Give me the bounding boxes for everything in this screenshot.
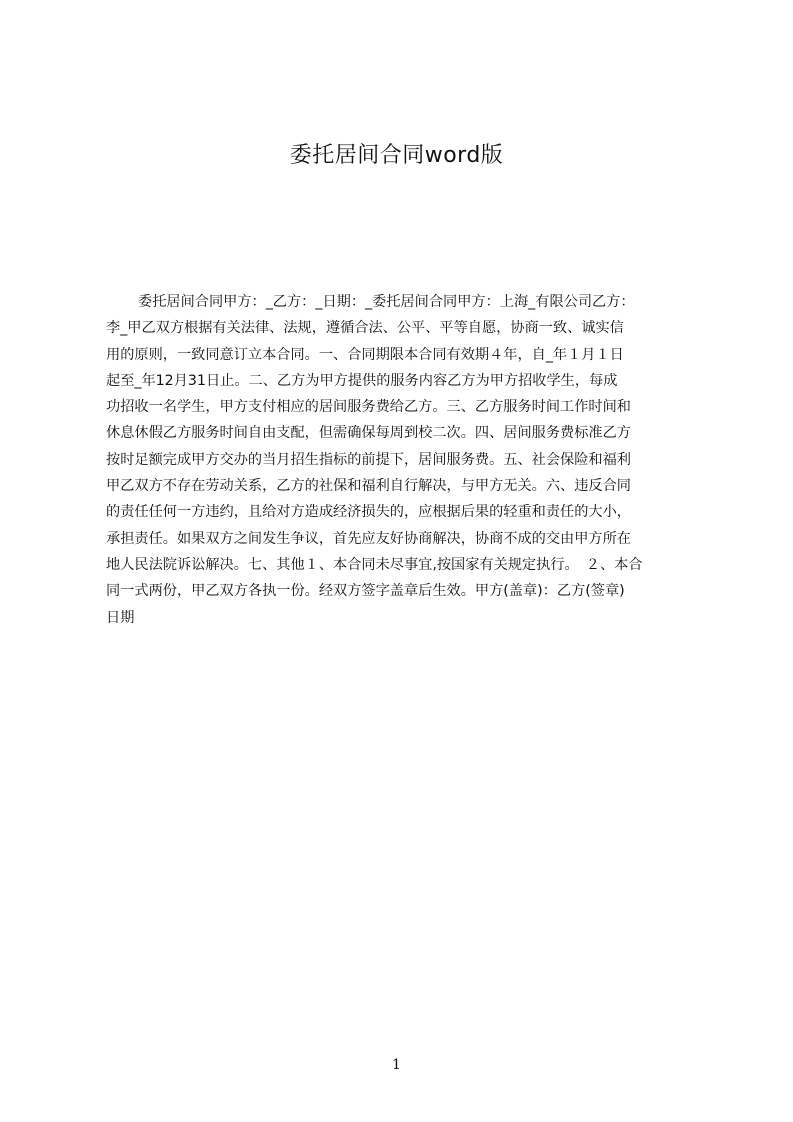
- body-line: 休息休假乙方服务时间自由支配，但需确保每周到校二次。四、居间服务费标准乙方: [106, 425, 631, 442]
- body-line: 用的原则，一致同意订立本合同。一、合同期限本合同有效期４年，自_年１月１日: [106, 346, 624, 363]
- document-body: [106, 289, 698, 631]
- body-line: 李_甲乙双方根据有关法律、法规，遵循合法、公平、平等自愿，协商一致、诚实信: [106, 320, 624, 337]
- body-line: 承担责任。如果双方之间发生争议，首先应友好协商解决，协商不成的交由甲方所在: [106, 530, 631, 547]
- body-line: 起至_年12月31日止。二、乙方为甲方提供的服务内容乙方为甲方招收学生，每成: [106, 372, 618, 389]
- body-line: 同一式两份，甲乙双方各执一份。经双方签字盖章后生效。甲方(盖章)：乙方(签章): [106, 583, 625, 600]
- document-title: 委托居间合同word版: [289, 143, 504, 168]
- body-line: 甲乙双方不存在劳动关系，乙方的社保和福利自行解决，与甲方无关。六、违反合同: [106, 478, 631, 495]
- page-number: 1: [392, 1057, 401, 1073]
- body-line: 的责任任何一方违约，且给对方造成经济损失的，应根据后果的轻重和责任的大小，: [106, 504, 631, 521]
- body-line: 按时足额完成甲方交办的当月招生指标的前提下，居间服务费。五、社会保险和福利: [106, 451, 631, 468]
- body-line: 委托居间合同甲方：_乙方：_日期：_委托居间合同甲方：上海_有限公司乙方：: [138, 294, 635, 310]
- body-line: 功招收一名学生，甲方支付相应的居间服务费给乙方。三、乙方服务时间工作时间和: [106, 399, 631, 416]
- body-line: 日期: [106, 609, 135, 626]
- body-line: 地人民法院诉讼解决。七、其他１、本合同未尽事宜,按国家有关规定执行。 ２、本合: [106, 556, 643, 573]
